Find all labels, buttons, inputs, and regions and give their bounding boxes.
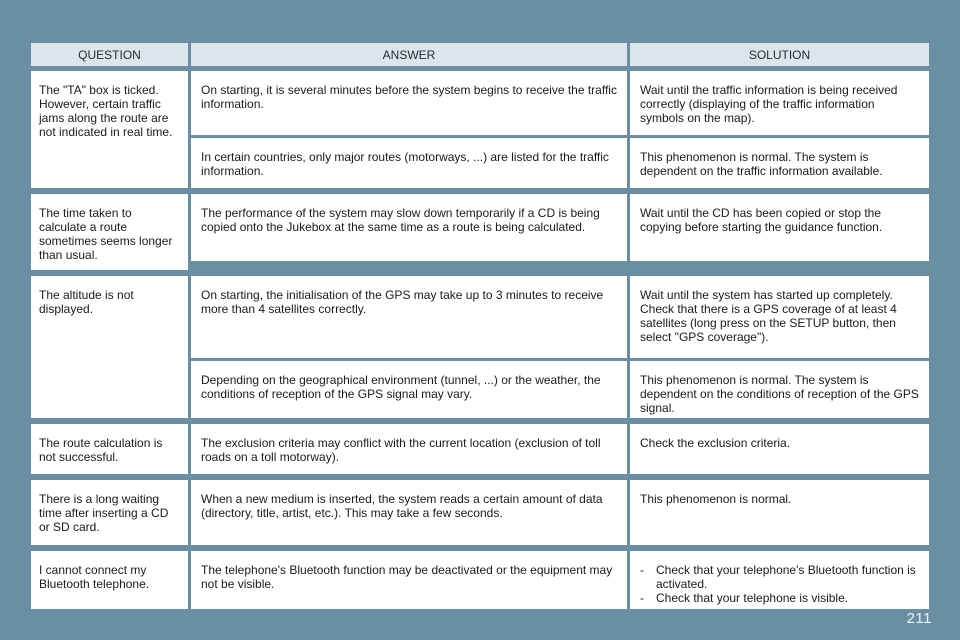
question-cell: The "TA" box is ticked. However, certain traffic jams along the route are not indicated in real time. (31, 71, 188, 188)
header-answer: ANSWER (191, 43, 627, 66)
solution-cell: This phenomenon is normal. The system is dependent on the traffic information available. (630, 138, 929, 188)
solution-cell: This phenomenon is normal. (630, 480, 929, 545)
faq-group (31, 424, 929, 474)
table-row (191, 138, 929, 188)
question-cell: There is a long waiting time after inserting a CD or SD card. (31, 480, 188, 545)
solution-bullet (640, 591, 921, 605)
table-header (31, 43, 929, 66)
header-solution: SOLUTION (630, 43, 929, 66)
question-cell: I cannot connect my Bluetooth telephone. (31, 551, 188, 609)
bullet-text: Check that your telephone is visible. (656, 591, 849, 605)
answer-cell: The exclusion criteria may conflict with the current location (exclusion of toll roads on a toll motorway). (191, 424, 627, 474)
table-row (191, 276, 929, 358)
header-question: QUESTION (31, 43, 188, 66)
table-row (191, 194, 929, 261)
solution-cell: Wait until the system has started up completely. Check that there is a GPS coverage of at least 4 satellites (long press on the SETUP button, then select "GPS coverage"). (630, 276, 929, 358)
question-cell: The altitude is not displayed. (31, 276, 188, 418)
answer-cell: Depending on the geographical environment (tunnel, ...) or the weather, the conditions of reception of the GPS signal may vary. (191, 361, 627, 418)
faq-table (31, 43, 929, 615)
answer-cell: On starting, the initialisation of the GPS may take up to 3 minutes to receive more than 4 satellites correctly. (191, 276, 627, 358)
solution-bullet (640, 563, 921, 591)
answer-cell: When a new medium is inserted, the system reads a certain amount of data (directory, title, artist, etc.). This may take a few seconds. (191, 480, 627, 545)
faq-group (31, 480, 929, 545)
table-row (191, 424, 929, 474)
faq-group (31, 551, 929, 609)
faq-group (31, 71, 929, 188)
answer-cell: In certain countries, only major routes (motorways, ...) are listed for the traffic information. (191, 138, 627, 188)
answer-cell: The performance of the system may slow down temporarily if a CD is being copied onto the Jukebox at the same time as a route is being calculated. (191, 194, 627, 261)
table-row (191, 480, 929, 545)
question-cell: The time taken to calculate a route sometimes seems longer than usual. (31, 194, 188, 270)
bullet-text: Check that your telephone's Bluetooth function is activated. (656, 563, 916, 591)
bullet-dash: - (640, 591, 644, 605)
faq-group (31, 194, 929, 270)
bullet-dash: - (640, 563, 644, 577)
faq-group (31, 276, 929, 418)
table-row (191, 71, 929, 135)
question-cell: The route calculation is not successful. (31, 424, 188, 474)
answer-cell: On starting, it is several minutes before the system begins to receive the traffic information. (191, 71, 627, 135)
answer-cell: The telephone's Bluetooth function may be deactivated or the equipment may not be visible. (191, 551, 627, 609)
solution-cell: Wait until the traffic information is being received correctly (displaying of the traffic information symbols on the map). (630, 71, 929, 135)
solution-cell: Check the exclusion criteria. (630, 424, 929, 474)
table-row (191, 361, 929, 418)
page-number: 211 (906, 610, 932, 627)
table-row (191, 551, 929, 609)
solution-cell: Wait until the CD has been copied or stop the copying before starting the guidance function. (630, 194, 929, 261)
solution-cell: This phenomenon is normal. The system is dependent on the conditions of reception of the GPS signal. (630, 361, 929, 418)
solution-cell (630, 551, 929, 609)
